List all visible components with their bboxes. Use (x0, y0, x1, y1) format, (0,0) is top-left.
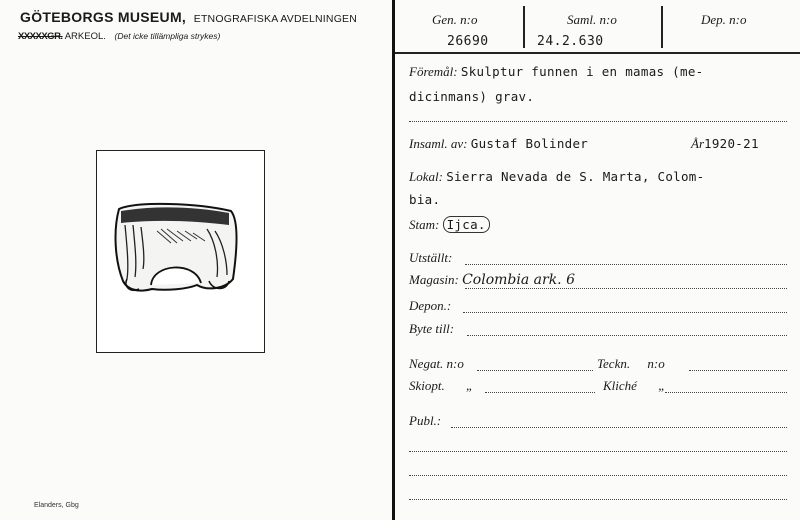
collector-label: Insaml. av: (409, 136, 468, 151)
year-label: År (691, 136, 704, 151)
museum-name: GÖTEBORGS MUSEUM, (20, 9, 187, 25)
drawing-line (689, 369, 787, 371)
instruction-note: (Det icke tillämpliga strykes) (114, 31, 221, 41)
object-label: Föremål: (409, 64, 458, 79)
object-field (409, 64, 794, 80)
publication-label: Publ.: (409, 413, 442, 428)
dep-number-label: Dep. n:o (701, 12, 747, 27)
slide-ditto: „ (466, 378, 474, 393)
header-separator-2 (661, 6, 663, 48)
saml-number-value: 24.2.630 (537, 34, 604, 49)
storage-value: Colombia ark. 6 (462, 272, 575, 288)
year-field (691, 136, 791, 152)
printer-mark: Elanders, Gbg (34, 502, 79, 509)
publication-line-3 (409, 474, 787, 476)
gen-number-label: Gen. n:o (432, 12, 478, 27)
tribe-field (409, 217, 794, 233)
cliche-ditto: „ (658, 378, 666, 393)
department-name: ETNOGRAFISKA AVDELNINGEN (193, 13, 358, 25)
locality-value-line1: Sierra Nevada de S. Marta, Colom- (446, 169, 705, 184)
storage-field (409, 272, 794, 288)
tribe-value: Ijca. (443, 216, 490, 233)
tribe-label: Stam: (409, 217, 440, 232)
exchange-label: Byte till: (409, 321, 455, 336)
object-value-line2: dicinmans) grav. (409, 89, 535, 104)
section-line (18, 31, 220, 42)
cliche-line (665, 391, 787, 393)
publication-line-1 (451, 426, 787, 428)
year-value: 1920-21 (704, 136, 759, 151)
publication-line-2 (409, 450, 787, 452)
object-blank-line (409, 120, 787, 122)
drawing-number-label: n:o (647, 356, 665, 371)
exhibited-label: Utställt: (409, 250, 453, 265)
locality-value-line2: bia. (409, 192, 441, 207)
sculpture-sketch (97, 151, 264, 352)
object-value-line1: Skulptur funnen i en mamas (me- (460, 64, 704, 79)
deposit-label: Depon.: (409, 298, 452, 313)
locality-field (409, 169, 794, 185)
cliche-label: Kliché (603, 378, 637, 393)
museum-heading (20, 9, 357, 25)
negative-label: Negat. n:o (409, 356, 464, 371)
header-rule (395, 52, 800, 54)
object-photo (96, 150, 265, 353)
saml-number-label: Saml. n:o (567, 12, 617, 27)
storage-label: Magasin: (409, 272, 459, 287)
header-separator-1 (523, 6, 525, 48)
exhibited-line (465, 263, 787, 265)
drawing-label: Teckn. (597, 356, 631, 371)
publication-line-4 (409, 498, 787, 500)
collector-value: Gustaf Bolinder (470, 136, 589, 151)
archaeology-section: ARKEOL. (64, 31, 106, 42)
slide-label: Skiopt. (409, 378, 445, 393)
storage-line (465, 287, 787, 289)
catalog-panel (395, 0, 800, 520)
slide-line (485, 391, 595, 393)
exchange-line (467, 334, 787, 336)
locality-label: Lokal: (409, 169, 443, 184)
struck-section: XXXXXGR. (18, 31, 63, 42)
negative-line (477, 369, 593, 371)
deposit-line (463, 311, 787, 313)
gen-number-value: 26690 (447, 34, 489, 49)
